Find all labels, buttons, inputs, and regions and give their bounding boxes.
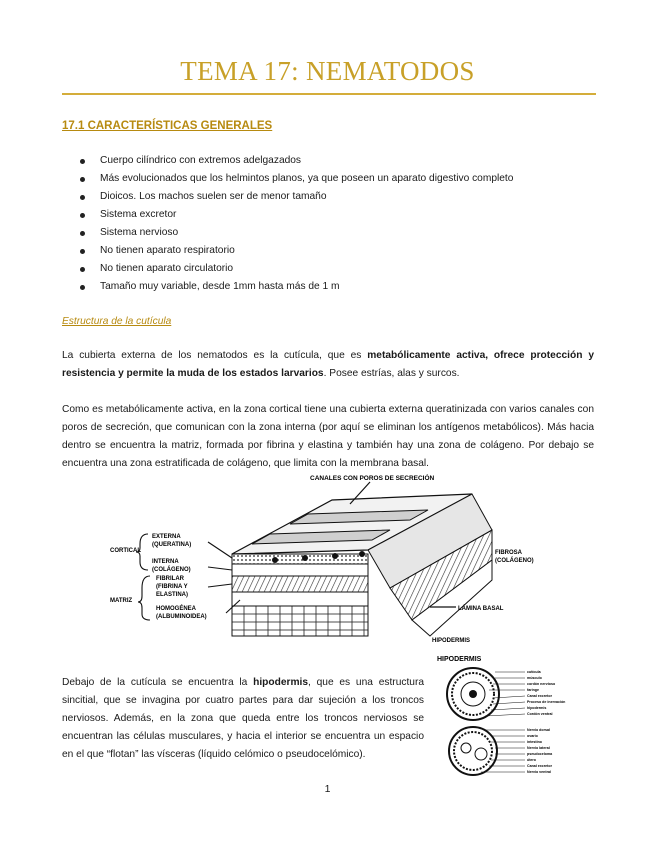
bullet-icon xyxy=(80,177,85,182)
label-fibrilar-sub2: ELASTINA) xyxy=(156,592,188,598)
label-fibrosa-sub: (COLÁGENO) xyxy=(495,558,534,564)
hipo-title: HIPODERMIS xyxy=(437,656,482,663)
svg-text:Nervio ventral: Nervio ventral xyxy=(527,770,551,774)
label-fibrilar-sub1: (FIBRINA Y xyxy=(156,584,188,590)
label-lamina-basal: LÁMINA BASAL xyxy=(458,606,504,612)
svg-text:hipodermis: hipodermis xyxy=(527,706,547,710)
svg-text:Canal excretor: Canal excretor xyxy=(527,694,552,698)
bullet-icon xyxy=(80,159,85,164)
page-title: TEMA 17: NEMATODOS xyxy=(180,56,475,86)
bullet-icon xyxy=(80,285,85,290)
svg-text:Cordón ventral: Cordón ventral xyxy=(527,712,553,716)
label-externa: EXTERNA xyxy=(152,534,181,540)
characteristics-list xyxy=(62,152,513,296)
label-interna: INTERNA xyxy=(152,559,179,565)
svg-text:cutícula: cutícula xyxy=(527,670,541,674)
paragraph-hipodermis: Debajo de la cutícula se encuentra la hipodermis, que es una estructura sincitial, que se invagina por cuatro partes para dar sujeción a los troncos nerviosos. Además, en la zona que queda entre los troncos nerviosos se encuentran las células musculares, y hacia el interior se encuentra un espacio en el que “flotan” las vísceras (líquido celómico o pseudocelómico). xyxy=(62,677,425,760)
svg-text:músculo: músculo xyxy=(527,676,542,680)
label-homogenea-sub: (ALBUMINOIDEA) xyxy=(156,614,207,620)
label-cortical: CORTICAL xyxy=(110,548,141,554)
label-homogenea: HOMOGÉNEA xyxy=(156,606,197,612)
list-item: No tienen aparato circulatorio xyxy=(62,260,513,278)
page-number: 1 xyxy=(324,783,331,795)
svg-text:intestino: intestino xyxy=(527,740,542,744)
bullet-icon xyxy=(80,231,85,236)
bullet-icon xyxy=(80,213,85,218)
list-item: Sistema nervioso xyxy=(62,224,513,242)
svg-text:Proceso de inervación: Proceso de inervación xyxy=(527,700,566,704)
svg-text:Canal excretor: Canal excretor xyxy=(527,764,552,768)
label-hipodermis: HIPODERMIS xyxy=(432,638,471,644)
label-interna-sub: (COLÁGENO) xyxy=(152,567,191,573)
title-underline xyxy=(62,93,596,95)
hipodermis-diagram xyxy=(433,652,593,780)
bullet-icon xyxy=(80,267,85,272)
svg-text:pseudoceloma: pseudoceloma xyxy=(527,752,553,756)
label-externa-sub: (QUERATINA) xyxy=(152,542,192,548)
label-canales: CANALES CON POROS DE SECRECIÓN xyxy=(310,475,435,482)
svg-text:cordón nervioso: cordón nervioso xyxy=(527,682,556,686)
bullet-icon xyxy=(80,195,85,200)
list-item: Tamaño muy variable, desde 1mm hasta más de 1 m xyxy=(62,278,513,296)
bullet-icon xyxy=(80,249,85,254)
svg-text:Nervio lateral: Nervio lateral xyxy=(527,746,550,750)
svg-text:ovario: ovario xyxy=(527,734,538,738)
label-matriz: MATRIZ xyxy=(110,598,133,604)
svg-text:útero: útero xyxy=(527,758,536,762)
paragraph-cuticle: La cubierta externa de los nematodos es la cutícula, que es metabólicamente activa, ofrece protección y resistencia y permite la muda de los estados larvarios. Posee estrías, alas y surcos. xyxy=(62,350,594,379)
list-item: Más evolucionados que los helmintos planos, ya que poseen un aparato digestivo completo xyxy=(62,170,513,188)
paragraph-cortical: Como es metabólicamente activa, en la zona cortical tiene una cubierta externa queratinizada con varios canales con poros de secreción, que comunican con la zona interna (por aquí se eliminan los antígenos metabólicos). Más hacia dentro se encuentra la matriz, formada por fibrina y elastina y también hay una zona de colágeno. Por debajo se encuentra una zona estratificada de colágeno, que limita con la membrana basal. xyxy=(62,404,594,469)
svg-text:Nervio dorsal: Nervio dorsal xyxy=(527,728,550,732)
list-item: Cuerpo cilíndrico con extremos adelgazados xyxy=(62,152,513,170)
section-heading: 17.1 CARACTERÍSTICAS GENERALES xyxy=(62,120,273,132)
list-item: No tienen aparato respiratorio xyxy=(62,242,513,260)
svg-text:faringe: faringe xyxy=(527,688,539,692)
label-fibrilar: FIBRILAR xyxy=(156,576,184,582)
list-item: Sistema excretor xyxy=(62,206,513,224)
subsection-heading: Estructura de la cutícula xyxy=(62,316,172,327)
list-item: Dioicos. Los machos suelen ser de menor tamaño xyxy=(62,188,513,206)
label-fibrosa: FIBROSA xyxy=(495,550,522,556)
cuticle-diagram xyxy=(100,470,534,655)
